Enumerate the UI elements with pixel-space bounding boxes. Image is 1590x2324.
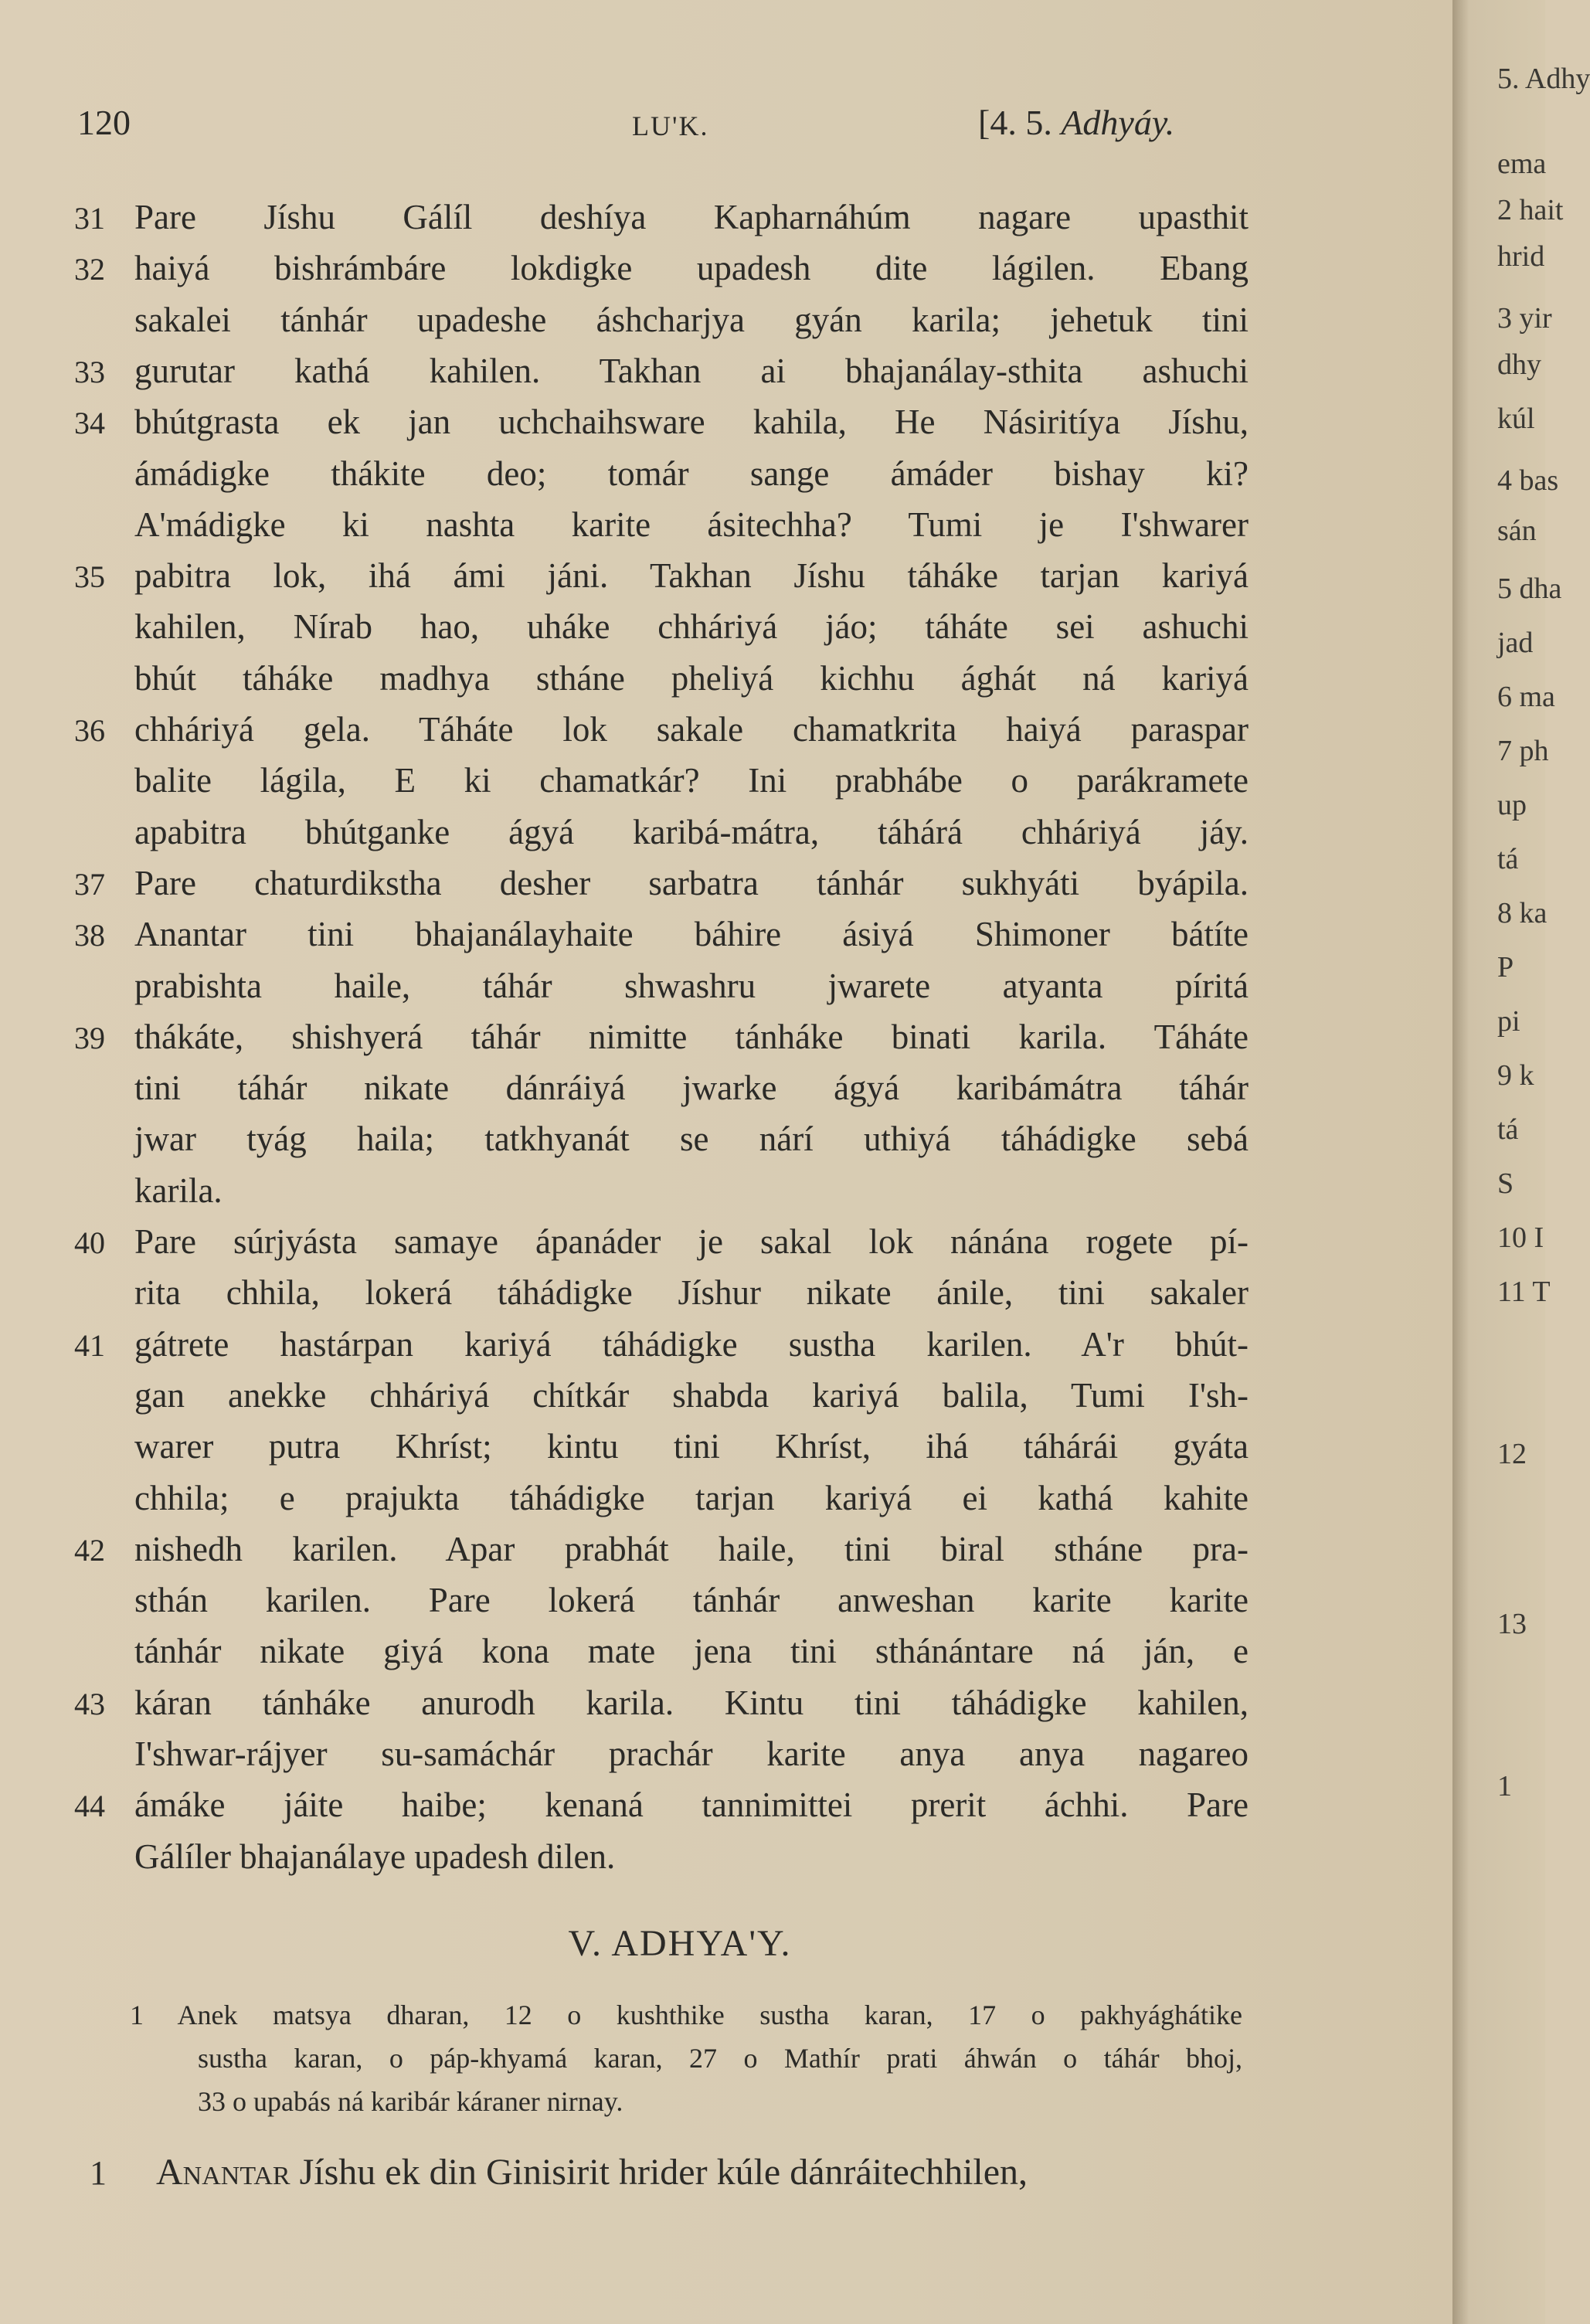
line-text: tini táhár nikate dánráiyá jwarke ágyá karibámátra táhár	[134, 1069, 1249, 1108]
next-page-fragment: kúl	[1497, 403, 1535, 435]
line-text: bhútgrasta ek jan uchchaihsware kahila, He Násiritíya Jíshu,	[134, 403, 1249, 442]
verse-number: 32	[74, 252, 105, 287]
next-page-fragment: S	[1497, 1167, 1514, 1200]
line-text: prabishta haile, táhár shwashru jwarete atyanta píritá	[134, 966, 1249, 1005]
verse-number: 42	[74, 1532, 105, 1568]
chapter-ref-word: Adhyáy.	[1061, 103, 1175, 142]
line-text: gátrete hastárpan kariyá táhádigke sustha karilen. A'r bhút-	[134, 1324, 1249, 1364]
verse-number: 34	[74, 406, 105, 441]
verse-number: 41	[74, 1327, 105, 1363]
text-line	[74, 1216, 1249, 1267]
text-line	[74, 1319, 1249, 1370]
text-line	[74, 807, 1249, 858]
text-line	[74, 1370, 1249, 1421]
line-text: chháriyá gela. Táháte lok sakale chamatkrita haiyá paraspar	[134, 710, 1249, 749]
text-line	[74, 1062, 1249, 1113]
line-text: jwar tyág haila; tatkhyanát se nárí uthiyá táhádigke sebá	[134, 1120, 1249, 1159]
text-line	[74, 550, 1249, 601]
chapter-heading: V. ADHYA'Y.	[568, 1923, 792, 1964]
line-text: Pare súrjyásta samaye ápanáder je sakal lok nánána rogete pí-	[134, 1222, 1249, 1261]
line-text: ámádigke thákite deo; tomár sange ámáder bishay ki?	[134, 454, 1249, 493]
line-text: tánhár nikate giyá kona mate jena tini sthánántare ná ján, e	[134, 1632, 1249, 1671]
verse-number: 40	[74, 1225, 105, 1260]
text-line	[74, 1011, 1249, 1062]
next-page-fragment: 7 ph	[1497, 735, 1549, 767]
text-line	[74, 601, 1249, 652]
text-line	[74, 243, 1249, 294]
text-line	[74, 1165, 1249, 1216]
verse-number: 36	[74, 713, 105, 748]
line-text: thákáte, shishyerá táhár nimitte tánháke binati karila. Táháte	[134, 1017, 1249, 1056]
verse-number: 39	[74, 1020, 105, 1055]
chapter-summary-line: 1 Anek matsya dharan, 12 o kushthike sustha karan, 17 o pakhyághátike	[130, 2000, 1242, 2030]
text-line	[74, 1267, 1249, 1318]
text-line	[74, 499, 1249, 550]
line-text: gan anekke chháriyá chítkár shabda kariyá balila, Tumi I'sh-	[134, 1375, 1249, 1415]
line-text: I'shwar-rájyer su-samáchár prachár karite anya anya nagareo	[134, 1735, 1249, 1773]
text-line	[74, 653, 1249, 704]
line-text: A'mádigke ki nashta karite ásitechha? Tumi je I'shwarer	[134, 505, 1249, 544]
text-line	[74, 1728, 1249, 1779]
next-page-fragment: jad	[1497, 627, 1534, 659]
line-text: rita chhila, lokerá táhádigke Jíshur nikate ánile, tini sakaler	[134, 1273, 1249, 1313]
chapter-reference	[978, 102, 1174, 143]
next-page-edge	[1452, 0, 1590, 2324]
page-number: 120	[77, 103, 131, 142]
text-line	[74, 960, 1249, 1011]
line-text: haiyá bishrámbáre lokdigke upadesh dite lágilen. Ebang	[134, 249, 1249, 288]
next-page-fragment: 1	[1497, 1770, 1512, 1802]
next-page-fragment: 10 I	[1497, 1221, 1544, 1254]
line-text: Anantar tini bhajanálayhaite báhire ásiyá Shimoner bátíte	[134, 915, 1249, 954]
text-line	[74, 1626, 1249, 1677]
line-text: karila.	[134, 1170, 223, 1210]
line-text: sthán karilen. Pare lokerá tánhár anweshan karite karite	[134, 1581, 1249, 1620]
text-line	[74, 192, 1249, 243]
text-line	[74, 396, 1249, 447]
next-page-fragment: 12	[1497, 1438, 1527, 1470]
line-text: káran tánháke anurodh karila. Kintu tini táhádigke kahilen,	[134, 1683, 1249, 1722]
next-page-fragment: 8 ka	[1497, 897, 1548, 929]
book-title: LU'K.	[632, 110, 709, 141]
next-page-fragment: dhy	[1497, 348, 1541, 381]
text-line	[74, 1831, 1249, 1882]
verse-lead-word: Anantar	[156, 2152, 290, 2193]
text-line	[74, 909, 1249, 960]
next-page-fragment: ema	[1497, 148, 1547, 180]
line-text: chhila; e prajukta táhádigke tarjan kariyá ei kathá kahite	[134, 1478, 1249, 1517]
chapter-summary-line: sustha karan, o páp-khyamá karan, 27 o Mathír prati áhwán o táhár bhoj,	[198, 2043, 1242, 2074]
line-text: Gálíler bhajanálaye upadesh dilen.	[134, 1836, 616, 1876]
text-line	[74, 345, 1249, 396]
next-page-fragment: 4 bas	[1497, 464, 1559, 497]
next-page-fragment: 5 dha	[1497, 573, 1562, 605]
chapter-ref-numbers: [4. 5.	[978, 103, 1052, 142]
text-line	[74, 704, 1249, 755]
line-text: Pare chaturdikstha desher sarbatra tánhár sukhyáti byápila.	[134, 863, 1249, 902]
text-line	[74, 1779, 1249, 1830]
next-page-fragment: 2 hait	[1497, 194, 1564, 226]
next-page-fragment: pi	[1497, 1005, 1520, 1038]
text-line	[74, 1524, 1249, 1575]
next-page-fragment: tá	[1497, 843, 1519, 875]
verse-number: 33	[74, 354, 105, 389]
next-page-fragment: 5. Adhy	[1497, 63, 1590, 95]
line-text: apabitra bhútganke ágyá karibá-mátra, táhárá chháriyá jáy.	[134, 812, 1249, 851]
chapter-summary-line: 33 o upabás ná karibár káraner nirnay.	[198, 2086, 623, 2117]
text-line	[74, 448, 1249, 499]
next-page-fragment: sán	[1497, 515, 1537, 547]
next-page-fragment: tá	[1497, 1113, 1519, 1146]
line-text: Pare Jíshu Gálíl deshíya Kapharnáhúm nagare upasthit	[134, 198, 1249, 236]
line-text: balite lágila, E ki chamatkár? Ini prabhábe o parákramete	[134, 761, 1249, 800]
verse-number: 31	[74, 201, 105, 236]
text-line	[74, 1473, 1249, 1524]
verse-number: 1	[90, 2154, 107, 2192]
verse-text: Jíshu ek din Ginisirit hrider kúle dánráitechhilen,	[299, 2152, 1028, 2193]
next-page-fragment: P	[1497, 951, 1514, 984]
text-line	[74, 1113, 1249, 1164]
text-line	[74, 858, 1249, 909]
line-text: warer putra Khríst; kintu tini Khríst, ihá táhárái gyáta	[134, 1427, 1249, 1466]
verse-number: 37	[74, 866, 105, 902]
text-line	[74, 1677, 1249, 1728]
line-text: pabitra lok, ihá ámi jáni. Takhan Jíshu táháke tarjan kariyá	[134, 556, 1249, 596]
line-text: ámáke jáite haibe; kenaná tannimittei prerit áchhi. Pare	[134, 1785, 1249, 1825]
verse-number: 35	[74, 559, 105, 595]
line-text: bhút táháke madhya stháne pheliyá kichhu ághát ná kariyá	[134, 658, 1249, 698]
verse-number: 44	[74, 1789, 105, 1824]
line-text: kahilen, Nírab hao, uháke chháriyá jáo; táháte sei ashuchi	[134, 607, 1249, 647]
line-text: sakalei tánhár upadeshe áshcharjya gyán karila; jehetuk tini	[134, 300, 1249, 339]
text-line	[74, 1421, 1249, 1472]
first-verse-line	[90, 2151, 1241, 2193]
line-text: nishedh karilen. Apar prabhát haile, tini biral stháne pra-	[134, 1529, 1249, 1568]
next-page-fragment: up	[1497, 789, 1527, 821]
verse-number: 43	[74, 1686, 105, 1721]
next-page-fragment: 11 T	[1497, 1276, 1551, 1308]
next-page-fragment: 9 k	[1497, 1059, 1534, 1092]
next-page-fragment: 13	[1497, 1608, 1527, 1640]
next-page-fragment: 3 yir	[1497, 302, 1552, 335]
text-line	[74, 755, 1249, 806]
line-text: gurutar kathá kahilen. Takhan ai bhajanálay-sthita ashuchi	[134, 351, 1249, 390]
text-line	[74, 1575, 1249, 1626]
next-page-fragment: 6 ma	[1497, 681, 1555, 713]
text-line	[74, 294, 1249, 345]
verse-number: 38	[74, 918, 105, 953]
next-page-fragment: hrid	[1497, 240, 1545, 273]
